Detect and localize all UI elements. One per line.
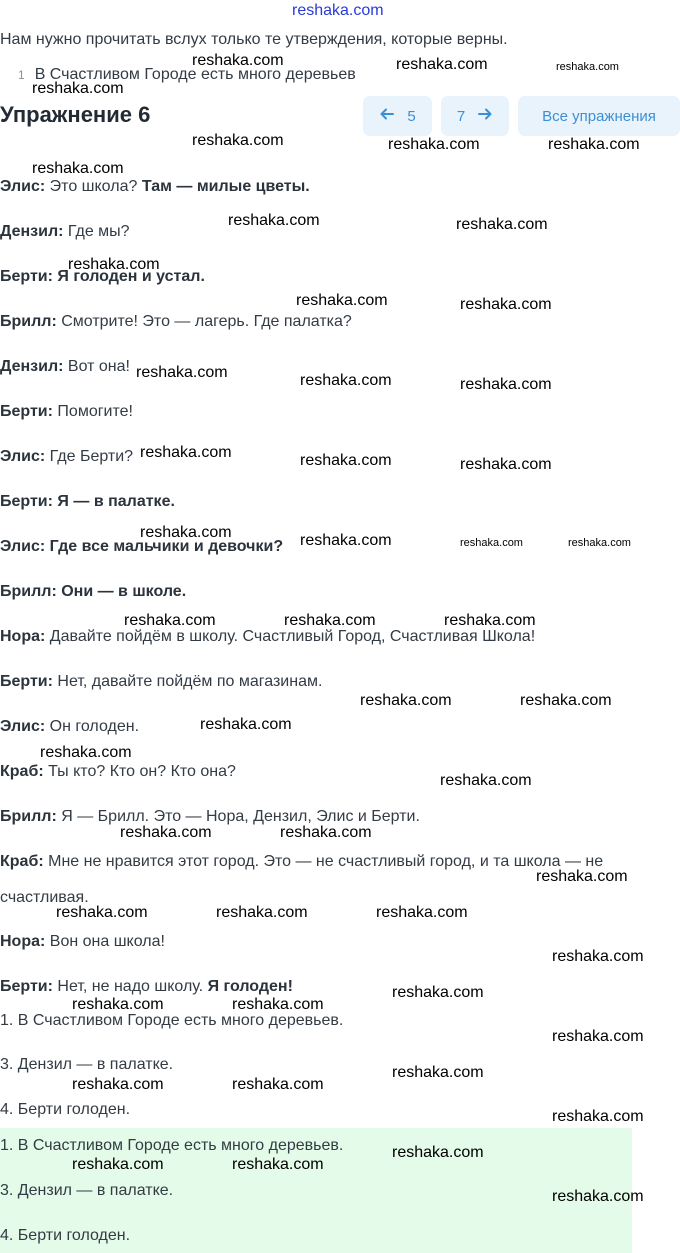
answer-item: 1. В Счастливом Городе есть много деревьев.	[0, 1137, 344, 1154]
statement-item: 1. В Счастливом Городе есть много деревьев.	[0, 1012, 344, 1029]
dialogue-line: Нора: Давайте пойдём в школу. Счастливый Город, Счастливая Школа!	[0, 628, 536, 645]
speaker-name: Краб	[0, 853, 39, 870]
watermark: reshaka.com	[72, 1076, 164, 1093]
speaker-name: Берти	[0, 268, 48, 285]
list-text: В Счастливом Городе есть много деревьев	[34, 66, 356, 83]
dialogue-line: Краб: Ты кто? Кто он? Кто она?	[0, 763, 236, 780]
speaker-name: Дензил	[0, 358, 59, 375]
watermark: reshaka.com	[200, 716, 292, 733]
watermark: reshaka.com	[124, 612, 216, 629]
dialogue-line: Элис: Где Берти?	[0, 448, 134, 465]
watermark: reshaka.com	[32, 80, 124, 97]
arrow-right-icon	[477, 106, 493, 126]
speaker-name: Дензил	[0, 223, 59, 240]
watermark: reshaka.com	[392, 1144, 484, 1161]
watermark: reshaka.com	[216, 904, 308, 921]
line-text: Где мы?	[67, 223, 130, 240]
speaker-name: Берти	[0, 493, 48, 510]
watermark: reshaka.com	[444, 612, 536, 629]
line-text: Это школа?	[49, 178, 142, 195]
watermark: reshaka.com	[396, 56, 488, 73]
watermark: reshaka.com	[456, 216, 548, 233]
watermark: reshaka.com	[300, 372, 392, 389]
dialogue-line: Нора: Вон она школа!	[0, 933, 165, 950]
watermark: reshaka.com	[232, 1156, 324, 1173]
dialogue-line: Элис: Он голоден.	[0, 718, 140, 735]
prev-exercise-label: 5	[407, 107, 416, 125]
line-text: Нет, давайте пойдём по магазинам.	[57, 673, 323, 690]
line-text: Нет, не надо школу.	[57, 978, 208, 995]
dialogue-line: Брилл: Я — Брилл. Это — Нора, Дензил, Элис и Берти.	[0, 808, 420, 825]
watermark: reshaka.com	[32, 160, 124, 177]
speaker-name: Нора	[0, 933, 40, 950]
watermark: reshaka.com	[296, 292, 388, 309]
watermark: reshaka.com	[72, 996, 164, 1013]
answer-item: 3. Дензил — в палатке.	[0, 1182, 174, 1199]
line-text: Вон она школа!	[49, 933, 165, 950]
speaker-name: Элис	[0, 178, 40, 195]
watermark: reshaka.com	[300, 452, 392, 469]
watermark: reshaka.com	[520, 692, 612, 709]
watermark: reshaka.com	[460, 296, 552, 313]
line-text: Давайте пойдём в школу. Счастливый Город, Счастливая Школа!	[49, 628, 536, 645]
all-exercises-label: Все упражнения	[542, 107, 656, 125]
watermark: reshaka.com	[120, 824, 212, 841]
watermark: reshaka.com	[192, 52, 284, 69]
answer-item: 4. Берти голоден.	[0, 1227, 131, 1244]
watermark: reshaka.com	[40, 744, 132, 761]
statement-item: 4. Берти голоден.	[0, 1101, 131, 1118]
watermark: reshaka.com	[552, 1188, 644, 1205]
watermark: reshaka.com	[72, 1156, 164, 1173]
watermark: reshaka.com	[440, 772, 532, 789]
speaker-name: Берти	[0, 403, 48, 420]
watermark: reshaka.com	[460, 537, 523, 549]
dialogue-line: Берти: Я — в палатке.	[0, 493, 175, 510]
watermark: reshaka.com	[376, 904, 468, 921]
line-bold-text: Я голоден!	[207, 978, 293, 995]
line-text: Где Берти?	[49, 448, 134, 465]
dialogue-line: Берти: Я голоден и устал.	[0, 268, 205, 285]
exercise-title: Упражнение 6	[0, 102, 151, 127]
watermark: reshaka.com	[232, 996, 324, 1013]
speaker-name: Элис	[0, 448, 40, 465]
watermark: reshaka.com	[548, 136, 640, 153]
watermark: reshaka.com	[460, 376, 552, 393]
line-text: Он голоден.	[49, 718, 140, 735]
answer-box	[0, 1128, 632, 1253]
dialogue-line: Краб: Мне не нравится этот город. Это — не счастливый город, и та школа — не	[0, 853, 604, 870]
dialogue-line: Берти: Нет, давайте пойдём по магазинам.	[0, 673, 323, 690]
watermark: reshaka.com	[68, 256, 160, 273]
next-exercise-button[interactable]	[441, 96, 509, 136]
line-text: Я — Брилл. Это — Нора, Дензил, Элис и Берти.	[61, 808, 420, 825]
line-text: Ты кто? Кто он? Кто она?	[48, 763, 236, 780]
line-text: Вот она!	[67, 358, 130, 375]
dialogue-line: Элис: Это школа? Там — милые цветы.	[0, 178, 310, 195]
watermark: reshaka.com	[556, 61, 619, 73]
dialogue-line: Дензил: Вот она!	[0, 358, 130, 375]
watermark: reshaka.com	[284, 612, 376, 629]
watermark: reshaka.com	[300, 532, 392, 549]
next-exercise-label: 7	[456, 107, 466, 125]
site-link[interactable]: reshaka.com	[292, 2, 384, 19]
arrow-left-icon	[379, 106, 395, 126]
line-bold-text: Там — милые цветы.	[141, 178, 310, 195]
watermark: reshaka.com	[136, 364, 228, 381]
speaker-name: Брилл	[0, 313, 52, 330]
speaker-name: Берти	[0, 673, 48, 690]
list-number: 1	[18, 68, 25, 82]
line-bold-text: Я — в палатке.	[57, 493, 175, 510]
line-bold-text: Они — в школе.	[61, 583, 187, 600]
all-exercises-button[interactable]	[518, 96, 680, 136]
speaker-name: Брилл	[0, 583, 52, 600]
watermark: reshaka.com	[552, 948, 644, 965]
statement-item: 3. Дензил — в палатке.	[0, 1056, 174, 1073]
line-text: Мне не нравится этот город. Это — не счастливый город, и та школа — не	[48, 853, 604, 870]
watermark: reshaka.com	[228, 212, 320, 229]
prev-exercise-button[interactable]	[363, 96, 432, 136]
line-text: Смотрите! Это — лагерь. Где палатка?	[61, 313, 352, 330]
watermark: reshaka.com	[568, 537, 631, 549]
speaker-name: Нора	[0, 628, 40, 645]
dialogue-line: Брилл: Смотрите! Это — лагерь. Где палатка?	[0, 313, 352, 330]
watermark: reshaka.com	[140, 444, 232, 461]
line-text: Помогите!	[57, 403, 133, 420]
watermark: reshaka.com	[140, 524, 232, 541]
line-text: счастливая.	[0, 889, 89, 906]
dialogue-line: Элис: Где все мальчики и девочки?	[0, 538, 284, 555]
watermark: reshaka.com	[280, 824, 372, 841]
speaker-name: Брилл	[0, 808, 52, 825]
watermark: reshaka.com	[192, 132, 284, 149]
speaker-name: Элис	[0, 718, 40, 735]
watermark: reshaka.com	[536, 868, 628, 885]
watermark: reshaka.com	[552, 1028, 644, 1045]
watermark: reshaka.com	[392, 1064, 484, 1081]
dialogue-line: Брилл: Они — в школе.	[0, 583, 187, 600]
watermark: reshaka.com	[388, 136, 480, 153]
watermark: reshaka.com	[56, 904, 148, 921]
dialogue-line: Дензил: Где мы?	[0, 223, 130, 240]
dialogue-line: Берти: Нет, не надо школу. Я голоден!	[0, 978, 293, 995]
intro-text: Нам нужно прочитать вслух только те утверждения, которые верны.	[0, 31, 508, 48]
watermark: reshaka.com	[392, 984, 484, 1001]
speaker-name: Элис	[0, 538, 40, 555]
speaker-name: Краб	[0, 763, 39, 780]
line-bold-text: Я голоден и устал.	[57, 268, 205, 285]
watermark: reshaka.com	[460, 456, 552, 473]
speaker-name: Берти	[0, 978, 48, 995]
watermark: reshaka.com	[552, 1108, 644, 1125]
dialogue-line: Берти: Помогите!	[0, 403, 133, 420]
watermark: reshaka.com	[360, 692, 452, 709]
watermark: reshaka.com	[232, 1076, 324, 1093]
line-bold-text: Где все мальчики и девочки?	[49, 538, 284, 555]
